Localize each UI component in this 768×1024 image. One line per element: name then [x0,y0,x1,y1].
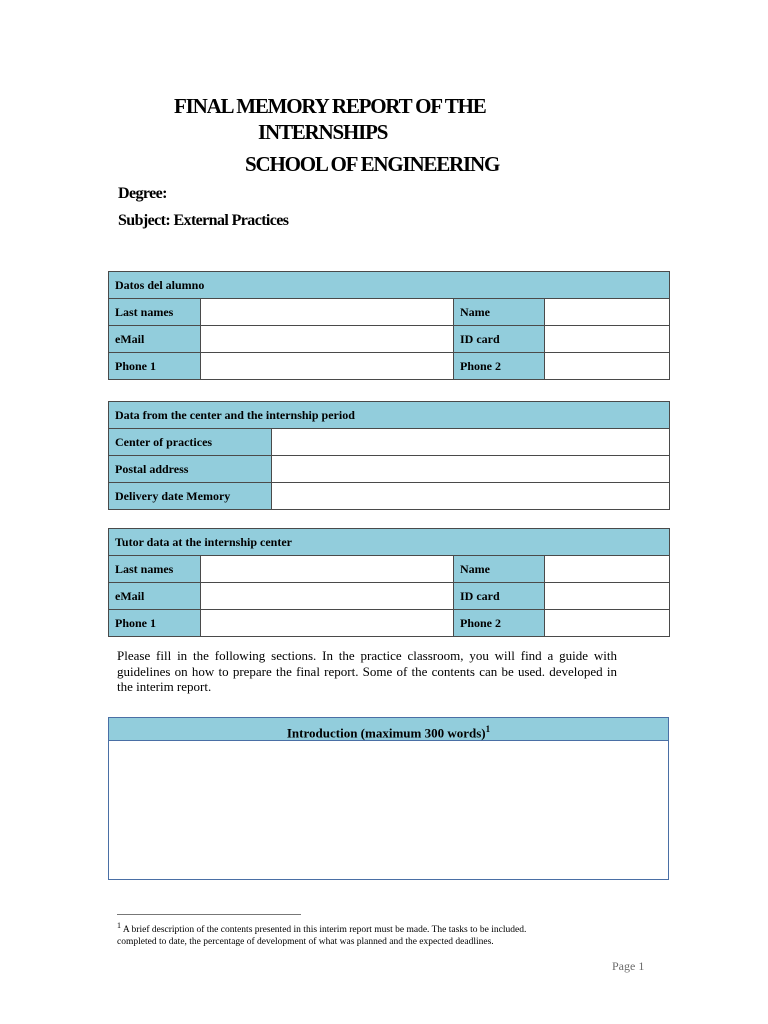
tutor-table-heading: Tutor data at the internship center [109,529,670,556]
footnote-separator [117,914,301,915]
subject-label: Subject: External Practices [118,212,289,229]
phone1-label: Phone 1 [109,610,201,637]
table-header-row [109,272,670,299]
tutor-name-field[interactable] [545,556,670,583]
degree-label: Degree: [118,185,167,202]
report-title-line1: FINAL MEMORY REPORT OF THE [174,94,486,118]
phone1-label: Phone 1 [109,353,201,380]
footnote [117,920,577,948]
delivery-date-field[interactable] [272,483,670,510]
table-row [109,483,670,510]
id-card-label: ID card [454,583,545,610]
name-label: Name [454,299,545,326]
table-row [109,326,670,353]
instructions-paragraph: Please fill in the following sections. In the practice classroom, you will find a guide with guidelines on how to prepare the final report. Some of the contents can be used. developed in the interim report. [117,648,617,694]
tutor-email-field[interactable] [201,583,454,610]
tutor-phone2-field[interactable] [545,610,670,637]
table-row [109,610,670,637]
report-title-line2: INTERNSHIPS [258,120,388,144]
introduction-section [108,717,669,880]
tutor-id-card-field[interactable] [545,583,670,610]
table-row [109,456,670,483]
email-label: eMail [109,326,201,353]
student-email-field[interactable] [201,326,454,353]
table-row [109,583,670,610]
phone2-label: Phone 2 [454,353,545,380]
table-header-row [109,402,670,429]
postal-address-field[interactable] [272,456,670,483]
center-of-practices-label: Center of practices [109,429,272,456]
school-title: SCHOOL OF ENGINEERING [245,152,500,176]
footnote-line1: A brief description of the contents presented in this interim report must be made. The tasks to be included. [121,925,527,936]
tutor-phone1-field[interactable] [201,610,454,637]
center-of-practices-field[interactable] [272,429,670,456]
footnote-reference[interactable]: 1 [485,724,491,734]
table-row [109,429,670,456]
last-names-label: Last names [109,556,201,583]
postal-address-label: Postal address [109,456,272,483]
center-table-heading: Data from the center and the internship period [109,402,670,429]
tutor-last-names-field[interactable] [201,556,454,583]
footnote-line2: completed to date, the percentage of development of what was planned and the expected deadlines. [117,937,494,948]
student-data-table [108,271,670,380]
page-number: Page 1 [612,959,645,973]
student-name-field[interactable] [545,299,670,326]
table-row [109,556,670,583]
introduction-text-area[interactable] [109,741,668,879]
student-last-names-field[interactable] [201,299,454,326]
phone2-label: Phone 2 [454,610,545,637]
delivery-date-label: Delivery date Memory [109,483,272,510]
table-row [109,353,670,380]
id-card-label: ID card [454,326,545,353]
student-phone2-field[interactable] [545,353,670,380]
student-id-card-field[interactable] [545,326,670,353]
table-row [109,299,670,326]
student-table-heading: Datos del alumno [109,272,670,299]
tutor-data-table [108,528,670,637]
table-header-row [109,529,670,556]
last-names-label: Last names [109,299,201,326]
email-label: eMail [109,583,201,610]
center-data-table [108,401,670,510]
introduction-heading [109,718,668,741]
student-phone1-field[interactable] [201,353,454,380]
introduction-heading-text: Introduction (maximum 300 words) [286,725,486,741]
name-label: Name [454,556,545,583]
footnote-mark: 1 [117,921,121,930]
